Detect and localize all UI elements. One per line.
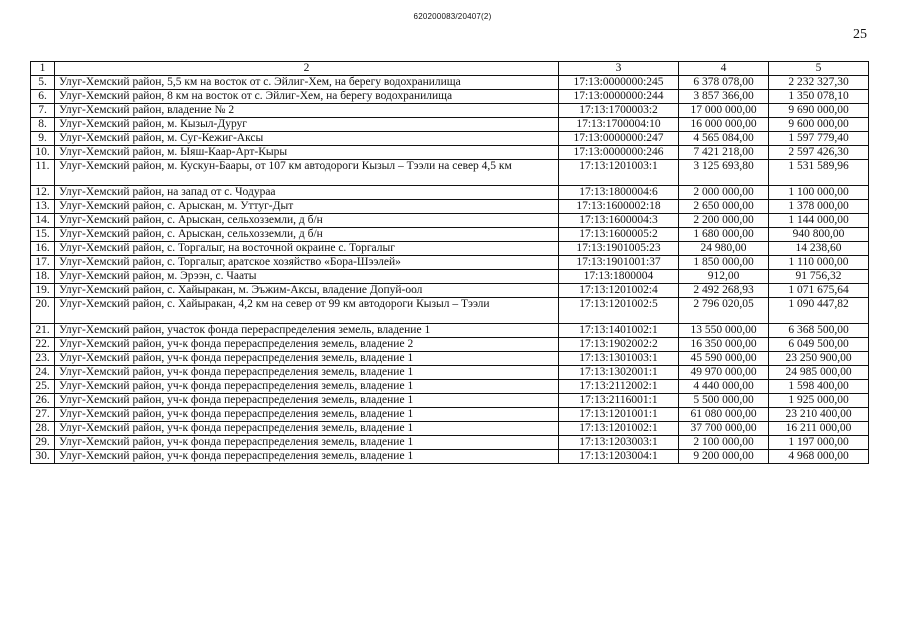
cadastral-number-cell: 17:13:1600005:2 [559,228,679,242]
value-col5-cell: 14 238,60 [769,242,869,256]
value-col4-cell: 2 200 000,00 [679,214,769,228]
table-row [31,270,869,284]
row-number: 29. [31,436,55,450]
row-number: 15. [31,228,55,242]
row-number: 14. [31,214,55,228]
value-col4-cell: 3 857 366,00 [679,90,769,104]
cadastral-number-cell: 17:13:1901005:23 [559,242,679,256]
table-row [31,436,869,450]
value-col5-cell: 4 968 000,00 [769,450,869,464]
location-cell: Улуг-Хемский район, с. Торгалыг, на восточной окраине с. Торгалыг [55,242,559,256]
value-col4-cell: 16 000 000,00 [679,118,769,132]
cadastral-number-cell: 17:13:1201002:5 [559,298,679,324]
value-col4-cell: 912,00 [679,270,769,284]
row-number: 17. [31,256,55,270]
cadastral-number-cell: 17:13:1201002:4 [559,284,679,298]
cadastral-number-cell: 17:13:1203003:1 [559,436,679,450]
location-cell: Улуг-Хемский район, с. Хайыракан, м. Эъжим-Аксы, владение Допуй-оол [55,284,559,298]
value-col5-cell: 6 049 500,00 [769,338,869,352]
location-cell: Улуг-Хемский район, уч-к фонда перераспределения земель, владение 1 [55,422,559,436]
value-col4-cell: 6 378 078,00 [679,76,769,90]
location-cell: Улуг-Хемский район, уч-к фонда перераспределения земель, владение 1 [55,450,559,464]
location-cell: Улуг-Хемский район, уч-к фонда перераспределения земель, владение 1 [55,380,559,394]
row-number: 26. [31,394,55,408]
cadastral-number-cell: 17:13:1201002:1 [559,422,679,436]
row-number: 18. [31,270,55,284]
row-number: 11. [31,160,55,186]
cadastral-number-cell: 17:13:1201003:1 [559,160,679,186]
location-cell: Улуг-Хемский район, уч-к фонда перераспределения земель, владение 1 [55,436,559,450]
value-col4-cell: 4 565 084,00 [679,132,769,146]
location-cell: Улуг-Хемский район, м. Суг-Кежиг-Аксы [55,132,559,146]
row-number: 5. [31,76,55,90]
location-cell: Улуг-Хемский район, участок фонда перераспределения земель, владение 1 [55,324,559,338]
value-col5-cell: 6 368 500,00 [769,324,869,338]
cadastral-number-cell: 17:13:1201001:1 [559,408,679,422]
value-col4-cell: 2 650 000,00 [679,200,769,214]
location-cell: Улуг-Хемский район, с. Торгалыг, аратское хозяйство «Бора-Шээлей» [55,256,559,270]
location-cell: Улуг-Хемский район, уч-к фонда перераспределения земель, владение 1 [55,352,559,366]
value-col5-cell: 1 090 447,82 [769,298,869,324]
cadastral-number-cell: 17:13:1700003:2 [559,104,679,118]
value-col5-cell: 1 378 000,00 [769,200,869,214]
cadastral-number-cell: 17:13:1800004 [559,270,679,284]
table-row [31,146,869,160]
table-row [31,284,869,298]
value-col4-cell: 2 100 000,00 [679,436,769,450]
row-number: 22. [31,338,55,352]
table-row [31,380,869,394]
location-cell: Улуг-Хемский район, уч-к фонда перераспределения земель, владение 1 [55,408,559,422]
header-cell: 1 [31,62,55,76]
table-row [31,298,869,324]
table-row [31,324,869,338]
table-row [31,160,869,186]
value-col4-cell: 5 500 000,00 [679,394,769,408]
value-col4-cell: 2 492 268,93 [679,284,769,298]
cadastral-number-cell: 17:13:1901001:37 [559,256,679,270]
table-row [31,422,869,436]
cadastral-number-cell: 17:13:0000000:244 [559,90,679,104]
location-cell: Улуг-Хемский район, с. Арыскан, сельхозземли, д б/н [55,214,559,228]
cadastral-number-cell: 17:13:1301003:1 [559,352,679,366]
value-col5-cell: 1 144 000,00 [769,214,869,228]
header-cell: 3 [559,62,679,76]
value-col5-cell: 1 925 000,00 [769,394,869,408]
location-cell: Улуг-Хемский район, м. Эрээн, с. Чааты [55,270,559,284]
row-number: 25. [31,380,55,394]
row-number: 27. [31,408,55,422]
location-cell: Улуг-Хемский район, м. Кускун-Баары, от 107 км автодороги Кызыл – Тээли на север 4,5 км [55,160,559,186]
value-col4-cell: 61 080 000,00 [679,408,769,422]
cadastral-number-cell: 17:13:1600004:3 [559,214,679,228]
value-col4-cell: 1 680 000,00 [679,228,769,242]
table-row [31,408,869,422]
row-number: 8. [31,118,55,132]
value-col5-cell: 9 600 000,00 [769,118,869,132]
location-cell: Улуг-Хемский район, 5,5 км на восток от с. Эйлиг-Хем, на берегу водохранилища [55,76,559,90]
cadastral-number-cell: 17:13:1302001:1 [559,366,679,380]
value-col4-cell: 2 000 000,00 [679,186,769,200]
value-col4-cell: 1 850 000,00 [679,256,769,270]
row-number: 7. [31,104,55,118]
location-cell: Улуг-Хемский район, м. Кызыл-Дуруг [55,118,559,132]
value-col5-cell: 9 690 000,00 [769,104,869,118]
table-row [31,104,869,118]
value-col5-cell: 1 598 400,00 [769,380,869,394]
value-col5-cell: 1 071 675,64 [769,284,869,298]
row-number: 10. [31,146,55,160]
value-col5-cell: 940 800,00 [769,228,869,242]
location-cell: Улуг-Хемский район, владение № 2 [55,104,559,118]
table-row [31,394,869,408]
location-cell: Улуг-Хемский район, 8 км на восток от с. Эйлиг-Хем, на берегу водохранилища [55,90,559,104]
location-cell: Улуг-Хемский район, с. Арыскан, сельхозземли, д б/н [55,228,559,242]
cadastral-number-cell: 17:13:0000000:247 [559,132,679,146]
row-number: 19. [31,284,55,298]
value-col5-cell: 1 110 000,00 [769,256,869,270]
value-col4-cell: 4 440 000,00 [679,380,769,394]
row-number: 24. [31,366,55,380]
value-col4-cell: 45 590 000,00 [679,352,769,366]
cadastral-number-cell: 17:13:2112002:1 [559,380,679,394]
table-row [31,256,869,270]
value-col5-cell: 1 597 779,40 [769,132,869,146]
table-row [31,186,869,200]
table-row [31,118,869,132]
row-number: 6. [31,90,55,104]
location-cell: Улуг-Хемский район, уч-к фонда перераспределения земель, владение 1 [55,394,559,408]
row-number: 30. [31,450,55,464]
cadastral-number-cell: 17:13:1700004:10 [559,118,679,132]
row-number: 12. [31,186,55,200]
table-body [31,76,869,464]
land-plots-table [30,61,869,464]
value-col5-cell: 1 531 589,96 [769,160,869,186]
value-col4-cell: 49 970 000,00 [679,366,769,380]
table-row [31,76,869,90]
table-row [31,338,869,352]
cadastral-number-cell: 17:13:1401002:1 [559,324,679,338]
header-cell: 4 [679,62,769,76]
table-row [31,200,869,214]
value-col4-cell: 17 000 000,00 [679,104,769,118]
location-cell: Улуг-Хемский район, на запад от с. Чодураа [55,186,559,200]
location-cell: Улуг-Хемский район, уч-к фонда перераспределения земель, владение 2 [55,338,559,352]
table-row [31,352,869,366]
cadastral-number-cell: 17:13:1800004:6 [559,186,679,200]
cadastral-number-cell: 17:13:1600002:18 [559,200,679,214]
row-number: 23. [31,352,55,366]
page-number: 25 [853,27,867,42]
table-row [31,214,869,228]
cadastral-number-cell: 17:13:2116001:1 [559,394,679,408]
value-col5-cell: 23 210 400,00 [769,408,869,422]
row-number: 21. [31,324,55,338]
value-col5-cell: 1 350 078,10 [769,90,869,104]
table-row [31,228,869,242]
row-number: 16. [31,242,55,256]
cadastral-number-cell: 17:13:1902002:2 [559,338,679,352]
table-row [31,450,869,464]
value-col4-cell: 16 350 000,00 [679,338,769,352]
value-col5-cell: 2 232 327,30 [769,76,869,90]
location-cell: Улуг-Хемский район, уч-к фонда перераспределения земель, владение 1 [55,366,559,380]
header-cell: 2 [55,62,559,76]
value-col4-cell: 3 125 693,80 [679,160,769,186]
value-col4-cell: 37 700 000,00 [679,422,769,436]
value-col5-cell: 24 985 000,00 [769,366,869,380]
header-cell: 5 [769,62,869,76]
location-cell: Улуг-Хемский район, с. Арыскан, м. Уттуг-Дыт [55,200,559,214]
value-col5-cell: 2 597 426,30 [769,146,869,160]
table-row [31,242,869,256]
value-col5-cell: 23 250 900,00 [769,352,869,366]
table-header-row [31,62,869,76]
row-number: 13. [31,200,55,214]
value-col4-cell: 7 421 218,00 [679,146,769,160]
table-row [31,132,869,146]
location-cell: Улуг-Хемский район, с. Хайыракан, 4,2 км на север от 99 км автодороги Кызыл – Тээли [55,298,559,324]
value-col4-cell: 2 796 020,05 [679,298,769,324]
table-row [31,90,869,104]
value-col5-cell: 16 211 000,00 [769,422,869,436]
row-number: 20. [31,298,55,324]
cadastral-number-cell: 17:13:0000000:245 [559,76,679,90]
document-code: 620200083/20407(2) [413,12,492,21]
cadastral-number-cell: 17:13:0000000:246 [559,146,679,160]
location-cell: Улуг-Хемский район, м. Ыяш-Каар-Арт-Кыры [55,146,559,160]
value-col5-cell: 91 756,32 [769,270,869,284]
value-col4-cell: 24 980,00 [679,242,769,256]
row-number: 9. [31,132,55,146]
value-col5-cell: 1 197 000,00 [769,436,869,450]
value-col4-cell: 13 550 000,00 [679,324,769,338]
row-number: 28. [31,422,55,436]
table-row [31,366,869,380]
value-col5-cell: 1 100 000,00 [769,186,869,200]
cadastral-number-cell: 17:13:1203004:1 [559,450,679,464]
value-col4-cell: 9 200 000,00 [679,450,769,464]
